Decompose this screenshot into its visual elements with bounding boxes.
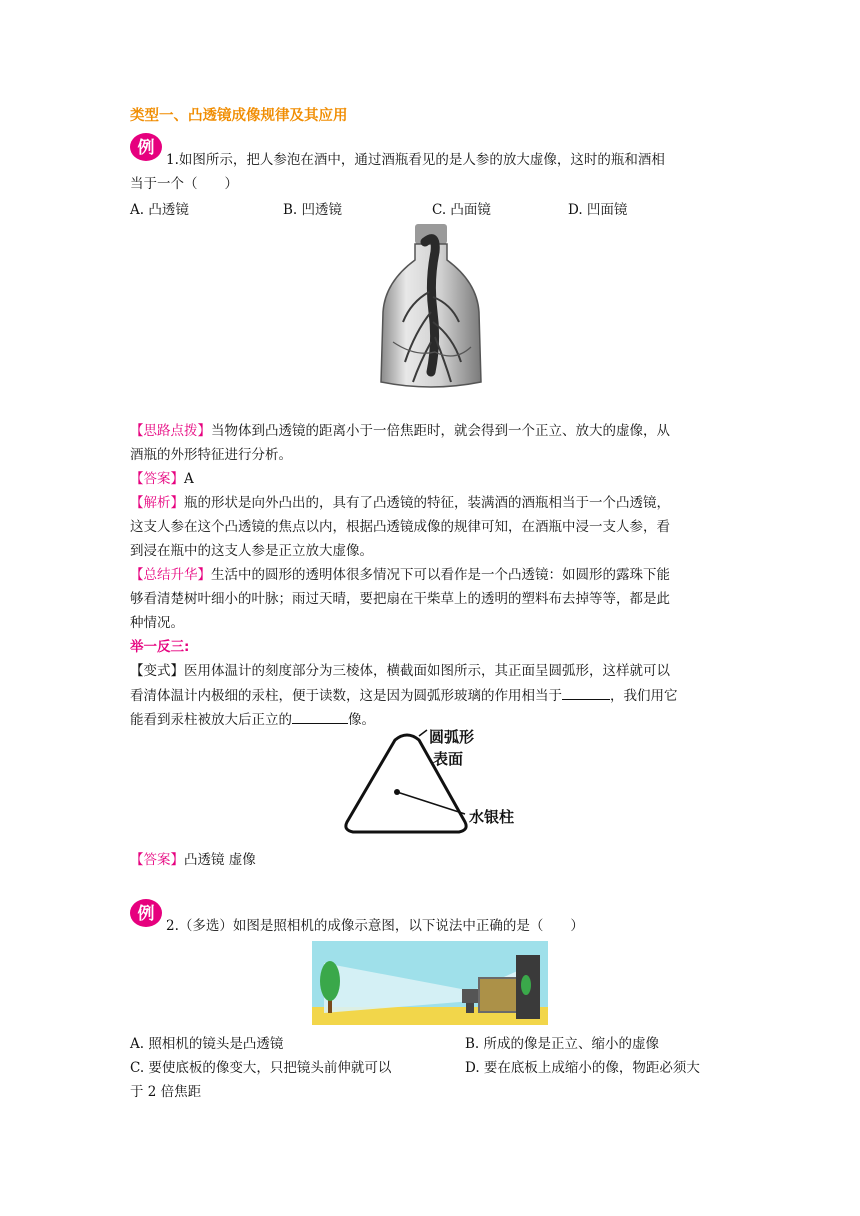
summary-line3: 种情况。 [130, 615, 184, 631]
q1-option-b: B. 凹透镜 [283, 202, 343, 218]
explain-tag: 【解析】 [130, 495, 184, 511]
ginseng-bottle-image [375, 222, 487, 392]
summary-line2: 够看清楚树叶细小的叶脉；雨过天晴，要把扇在干柴草上的透明的塑料布去掉等等，都是此 [130, 591, 670, 607]
answer1-tag: 【答案】 [130, 471, 184, 487]
explain-line3: 到浸在瓶中的这支人参是正立放大虚像。 [130, 543, 373, 559]
example-badge-icon-2 [129, 898, 163, 928]
thermometer-cross-section-figure [335, 722, 535, 840]
variant-line1 [130, 661, 740, 681]
q2-option-d-cont: 于 2 倍焦距 [130, 1084, 202, 1100]
q2-option-d: D. 要在底板上成缩小的像，物距必须大 [465, 1060, 700, 1076]
q2-option-b: B. 所成的像是正立、缩小的虚像 [465, 1036, 660, 1052]
summary-tag: 【总结升华】 [130, 567, 211, 583]
variant-line2 [130, 685, 740, 706]
q2-line1: 2.（多选）如图是照相机的成像示意图，以下说法中正确的是（ ） [166, 918, 584, 934]
camera-imaging-diagram [312, 941, 548, 1025]
label-arc-surface-1: 圆弧形 [429, 728, 475, 746]
answer1-value: A [184, 471, 194, 487]
q1-option-d: D. 凹面镜 [568, 202, 628, 218]
q1-line2: 当于一个（ ） [130, 176, 238, 192]
explain-line1 [130, 493, 740, 513]
explain-text1: 瓶的形状是向外凸出的，具有了凸透镜的特征，装满酒的酒瓶相当于一个凸透镜， [184, 495, 670, 511]
variant-text3a: 能看到汞柱被放大后正立的 [130, 712, 292, 728]
practice-heading: 举一反三: [130, 639, 190, 655]
hint-tag: 【思路点拨】 [130, 423, 211, 439]
label-arc-surface-2: 表面 [433, 750, 464, 768]
q1-line1: 1.如图所示，把人参泡在酒中，通过酒瓶看见的是人参的放大虚像，这时的瓶和酒相 [166, 152, 665, 168]
hint-line1 [130, 421, 740, 441]
section-title: 类型一、凸透镜成像规律及其应用 [130, 108, 348, 124]
answer1-line [130, 469, 740, 489]
example-badge-text-2: 例 [137, 904, 155, 924]
variant-text2a: 看清体温计内极细的汞柱，便于读数，这是因为圆弧形玻璃的作用相当于 [130, 688, 562, 704]
q2-option-c: C. 要使底板的像变大，只把镜头前伸就可以 [130, 1060, 392, 1076]
q1-option-a: A. 凸透镜 [130, 202, 189, 218]
summary-text1: 生活中的圆形的透明体很多情况下可以看作是一个凸透镜：如圆形的露珠下能 [211, 567, 670, 583]
variant-text2b: ，我们用它 [610, 688, 678, 704]
summary-line1 [130, 565, 740, 585]
hint-line2: 酒瓶的外形特征进行分析。 [130, 447, 292, 463]
variant-text3b: 像。 [348, 712, 375, 728]
blank-1 [562, 685, 610, 700]
answer2-tag: 【答案】 [130, 852, 184, 868]
explain-line2: 这支人参在这个凸透镜的焦点以内，根据凸透镜成像的规律可知，在酒瓶中浸一支人参，看 [130, 519, 670, 535]
q2-option-a: A. 照相机的镜头是凸透镜 [130, 1036, 284, 1052]
answer2-line [130, 850, 740, 870]
label-mercury: 水银柱 [469, 808, 515, 826]
answer2-value: 凸透镜 虚像 [184, 852, 256, 868]
q1-option-c: C. 凸面镜 [432, 202, 491, 218]
example-badge-icon [129, 132, 163, 162]
variant-tag: 【变式】 [130, 663, 184, 679]
example-badge-text: 例 [137, 138, 155, 158]
variant-text1: 医用体温计的刻度部分为三棱体，横截面如图所示，其正面呈圆弧形，这样就可以 [184, 663, 670, 679]
hint-text1: 当物体到凸透镜的距离小于一倍焦距时，就会得到一个正立、放大的虚像，从 [211, 423, 670, 439]
